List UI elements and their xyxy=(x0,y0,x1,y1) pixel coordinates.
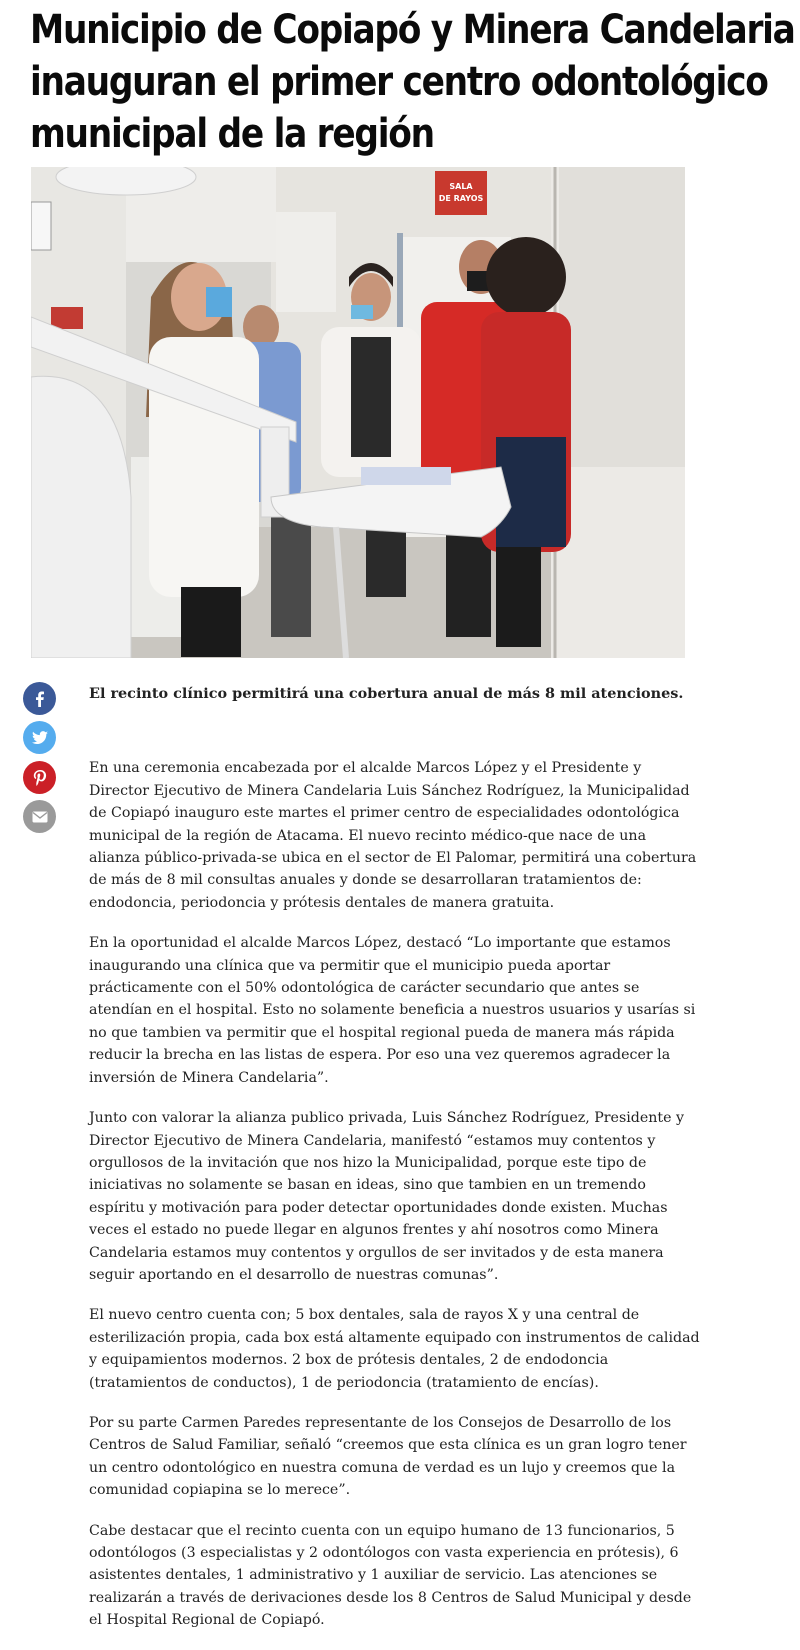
article-paragraph: Por su parte Carmen Paredes representante de los Consejos de Desarrollo de los Centros de Salud Familiar, señaló “creemos que esta clínica es un gran logro tener un centro odontológico en nuestra comuna de verdad es un lujo y creemos que la comunidad copiapina se lo merece”. xyxy=(89,1414,687,1499)
room-sign xyxy=(435,171,487,215)
article-lead: El recinto clínico permitirá una cobertura anual de más 8 mil atenciones. xyxy=(89,685,684,702)
pinterest-share-button[interactable] xyxy=(23,761,56,794)
twitter-share-button[interactable] xyxy=(23,721,56,754)
article-photo xyxy=(31,167,685,658)
pinterest-icon xyxy=(33,770,47,786)
facebook-icon xyxy=(33,691,47,707)
article-paragraph: El nuevo centro cuenta con; 5 box dentales, sala de rayos X y una central de esterilización propia, cada box está altamente equipado con instrumentos de calidad y equipamientos modernos. 2 box de prótesis dentales, 2 de endodoncia (tratamientos de conductos), 1 de periodoncia (tratamiento de encías). xyxy=(89,1307,700,1391)
article-body xyxy=(89,683,701,1650)
article-headline: Municipio de Copiapó y Minera Candelaria inauguran el primer centro odontológico municipal de la región xyxy=(30,7,795,157)
article-paragraph: En la oportunidad el alcalde Marcos López, destacó “Lo importante que estamos inaugurando una clínica que va permitir que el municipio pueda aportar prácticamente con el 50% odontológica de carácter secundario que antes se atendían en el hospital. Esto no solamente beneficia a nuestros usuarios y usarías si no que tambien va permitir que el hospital regional pueda de manera más rápida reducir la brecha en las listas de espera. Por eso una vez queremos agradecer la inversión de Minera Candelaria”. xyxy=(89,935,696,1086)
article-paragraph: En una ceremonia encabezada por el alcalde Marcos López y el Presidente y Director Ejecutivo de Minera Candelaria Luis Sánchez Rodríguez, la Municipalidad de Copiapó inauguro este martes el primer centro de especialidades odontológica municipal de la región de Atacama. El nuevo recinto médico-que nace de una alianza público-privada-se ubica en el sector de El Palomar, permitirá una cobertura de más de 8 mil consultas anuales y donde se desarrollaran tratamientos de: endodoncia, periodoncia y prótesis dentales de manera gratuita. xyxy=(89,760,697,911)
email-icon xyxy=(32,811,48,823)
article-paragraph: Junto con valorar la alianza publico privada, Luis Sánchez Rodríguez, Presidente y Director Ejecutivo de Minera Candelaria, manifestó “estamos muy contentos y orgullosos de la invitación que nos hizo la Municipalidad, porque este tipo de iniciativas no solamente se basan en ideas, sino que tambien en un tremendo espíritu y motivación para poder detectar oportunidades donde existen. Muchas veces el estado no puede llegar en algunos frentes y ahí nosotros como Minera Candelaria estamos muy contentos y orgullos de ser invitados y de esta manera seguir aportando en el desarrollo de nuestras comunas”. xyxy=(89,1110,685,1283)
email-share-button[interactable] xyxy=(23,800,56,833)
svg-text:DE RAYOS: DE RAYOS xyxy=(438,194,484,203)
facebook-share-button[interactable] xyxy=(23,682,56,715)
twitter-icon xyxy=(32,731,48,745)
room-sign-text: SALA xyxy=(449,182,473,191)
article-paragraph: Cabe destacar que el recinto cuenta con un equipo humano de 13 funcionarios, 5 odontólogos (3 especialistas y 2 odontólogos con vasta experiencia en prótesis), 6 asistentes dentales, 1 administrativo y 1 auxiliar de servicio. Las atenciones se realizarán a través de derivaciones desde los 8 Centros de Salud Municipal y desde el Hospital Regional de Copiapó. xyxy=(89,1522,692,1629)
